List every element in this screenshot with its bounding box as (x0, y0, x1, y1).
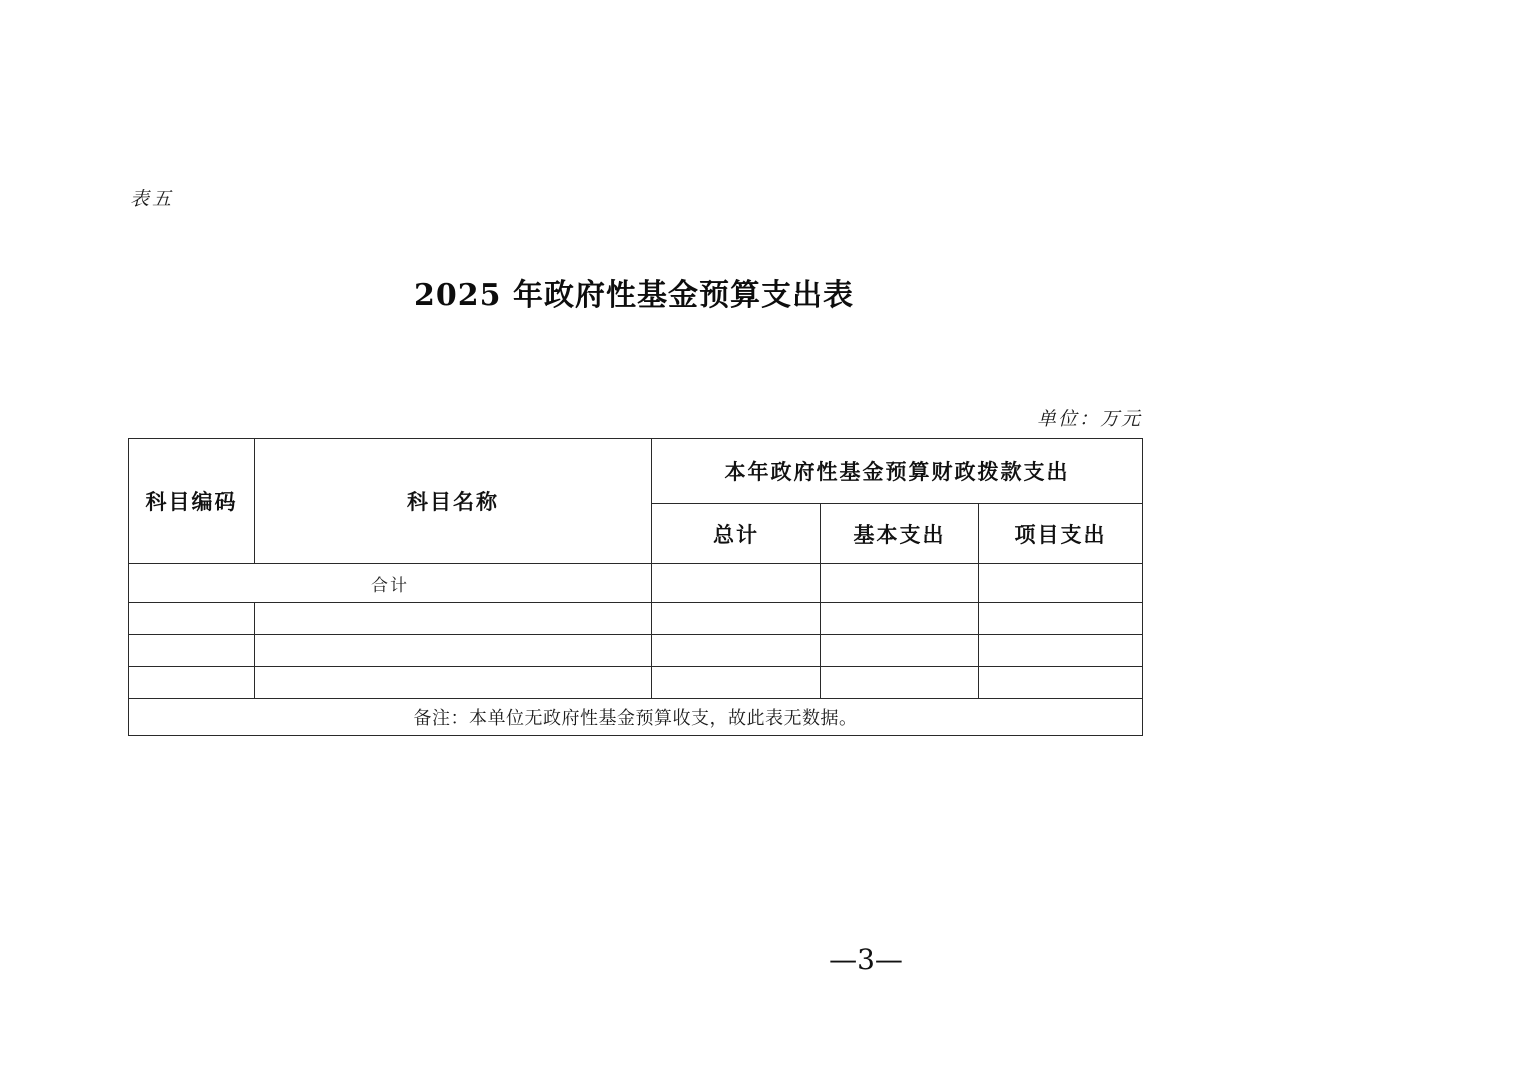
table-cell (129, 667, 255, 699)
header-subject-code: 科目编码 (129, 439, 255, 564)
total-row-label: 合计 (129, 564, 652, 603)
table-cell (979, 635, 1143, 667)
budget-table (128, 438, 1143, 736)
table-header-row-group (129, 439, 1143, 504)
table-row (129, 603, 1143, 635)
total-row-total-cell (652, 564, 821, 603)
table-cell (652, 667, 821, 699)
table-cell (652, 603, 821, 635)
table-cell (821, 603, 979, 635)
header-project-expenditure: 项目支出 (979, 504, 1143, 564)
page-number: —3— (829, 943, 903, 976)
table-cell (821, 635, 979, 667)
header-subject-name: 科目名称 (255, 439, 652, 564)
table-cell (652, 635, 821, 667)
unit-label: 单位：万元 (1036, 408, 1142, 430)
table-cell (255, 603, 652, 635)
total-row-project-cell (979, 564, 1143, 603)
header-basic-expenditure: 基本支出 (821, 504, 979, 564)
table-cell (979, 603, 1143, 635)
note-row (129, 699, 1143, 736)
page-title: 2025 年政府性基金预算支出表 (414, 278, 854, 313)
header-total: 总计 (652, 504, 821, 564)
table-cell (129, 603, 255, 635)
total-row (129, 564, 1143, 603)
table-cell (129, 635, 255, 667)
table-row (129, 635, 1143, 667)
header-group-fund-expenditure: 本年政府性基金预算财政拨款支出 (652, 439, 1143, 504)
table-cell (255, 635, 652, 667)
table-cell (255, 667, 652, 699)
corner-label: 表五 (130, 188, 175, 210)
table-note: 备注：本单位无政府性基金预算收支，故此表无数据。 (129, 699, 1143, 736)
table-cell (979, 667, 1143, 699)
table-cell (821, 667, 979, 699)
total-row-basic-cell (821, 564, 979, 603)
table-row (129, 667, 1143, 699)
